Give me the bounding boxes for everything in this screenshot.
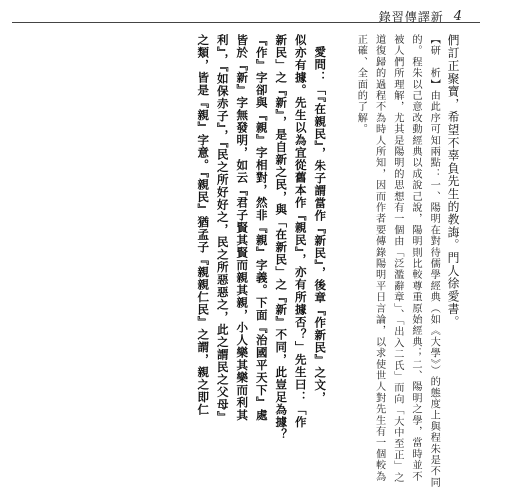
analysis-line-3: 被人們所理解，尤其是陽明的思想有一個由「泛濫辭章」、「出入二氏」而向「大中至正」之 (391, 34, 403, 483)
analysis-line-5: 正確、全面的了解。 (355, 34, 367, 135)
dialogue-line-2: 似亦有據。先生以為宜從舊本作『親民』，亦有所據否？」先生曰：「作 (293, 34, 308, 429)
header-rule (12, 22, 480, 23)
dialogue-line-7: 之類，皆是『親』字意。『親民』猶孟子『親親仁民』之謂，親之即仁 (196, 34, 211, 416)
vertical-text-block (10, 34, 458, 492)
page-number: 4 (453, 9, 462, 24)
dialogue-line-6: 利』，『如保赤子』，『民之所好好之，民之所惡惡之，此之謂民之父母』 (215, 34, 230, 424)
section-gap (333, 34, 347, 492)
dialogue-line-5: 皆於『新』字無發明，如云『君子賢其賢而親其親，小人樂其樂而利其 (235, 34, 250, 422)
dialogue-line-4: 『作』字卻與『親』字相對，然非『親』字義。下面『治國平天下』處 (254, 34, 269, 422)
running-title: 錄習傳譯新 (378, 10, 444, 24)
dialogue-line-3: 新民」之『新』，是自新之民，與「在新民」之『新』不同，此豈足為據？ (274, 34, 289, 441)
preface-closing-line: 們訂正聚寶，希望不辜負先生的教誨。門人徐愛書。 (446, 34, 460, 329)
analysis-line-4: 道復歸的過程不為時人所知，因而作者要傳錄陽明平日言論，以求使世人對先生有一個較為 (373, 34, 385, 482)
analysis-line-2: 的。程朱以己意改動經典以成說己說，陽明則比較尊重原始經典；二、陽明之學，當時並不 (410, 34, 421, 482)
dialogue-line-1: 愛問：「『在親民』，朱子謂當作『新民』，後章『作新民』之文， (313, 46, 328, 404)
analysis-line-1: 【研 析】由此序可知兩點：一、陽明在對待儒學經典（如《大學》）的態度上與程朱是不同 (428, 34, 440, 489)
